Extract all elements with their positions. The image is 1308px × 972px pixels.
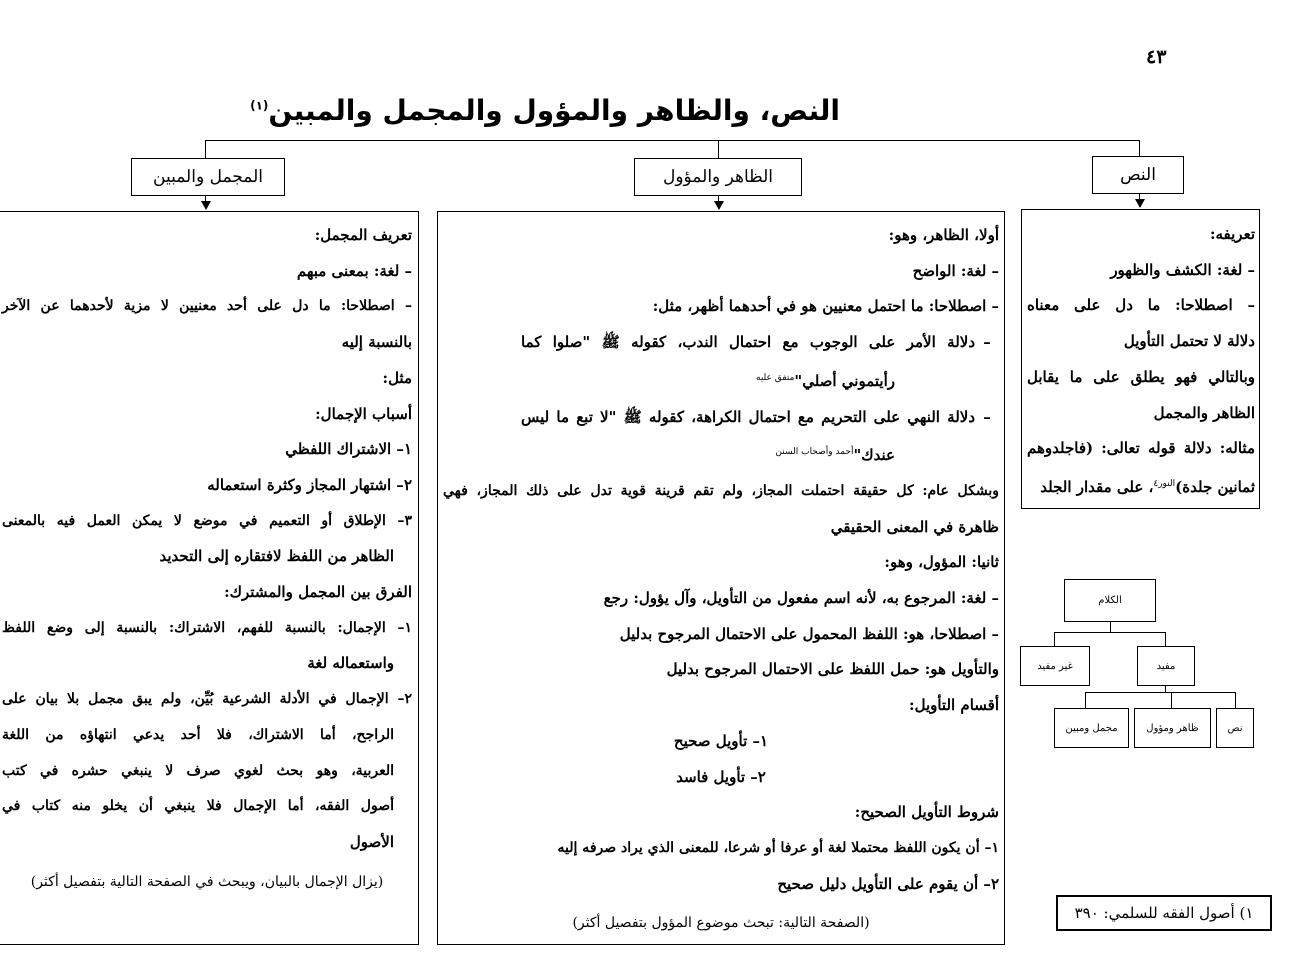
nass-line: وبالتالي فهو يطلق على ما يقابل	[1027, 367, 1255, 386]
zahir-line: – اصطلاحا، هو: اللفظ المحمول على الاحتمال المرجوح بدليل	[619, 624, 999, 643]
page-title	[250, 94, 840, 127]
nass-line: تعريفه:	[1209, 225, 1255, 243]
bullet-dash: –	[983, 407, 991, 426]
header-mujmal-label: المجمل والمبين	[153, 167, 263, 187]
tree-zahir-label: ظاهر ومؤول	[1146, 722, 1199, 734]
mujmal-border-top	[0, 211, 419, 212]
header-nass	[1092, 156, 1184, 194]
arrow-down-icon	[714, 201, 724, 210]
tree-line	[1165, 632, 1166, 646]
mujmal-line: بالنسبة إليه	[341, 333, 412, 352]
footnote-box	[1056, 895, 1272, 931]
mujmal-line: ١– الاشتراك اللفظي	[285, 440, 412, 459]
nass-line-tail: ، على مقدار الجلد	[1040, 477, 1154, 496]
nass-text	[1027, 217, 1255, 506]
mujmal-line: ٢– اشتهار المجاز وكثرة استعماله	[207, 475, 412, 494]
zahir-line: ١– تأويل صحيح	[673, 731, 769, 750]
zahir-line: أولا، الظاهر، وهو:	[888, 226, 999, 244]
tree-mujmal-label: مجمل ومبين	[1065, 722, 1118, 734]
tree-line	[1110, 622, 1111, 632]
tree-root	[1064, 579, 1156, 622]
zahir-line: – لغة: الواضح	[912, 261, 999, 280]
mujmal-line: الفرق بين المجمل والمشترك:	[224, 583, 412, 602]
zahir-line: شروط التأويل الصحيح:	[854, 803, 999, 822]
nass-line: الظاهر والمجمل	[1153, 403, 1255, 422]
tree-mufid	[1137, 646, 1195, 686]
mujmal-line: ١– الإجمال: بالنسبة للفهم، الاشتراك: بالنسبة إلى وضع اللفظ	[2, 619, 412, 636]
top-connector	[205, 140, 1140, 141]
tree-line	[1054, 632, 1055, 646]
zahir-line: ٢– تأويل فاسد	[676, 767, 766, 786]
arrow-down-icon	[1135, 199, 1145, 208]
zahir-bullet-1	[443, 325, 999, 361]
mujmal-line: – لغة: بمعنى مبهم	[296, 261, 412, 280]
footnote-text: ١) أصول الفقه للسلمي: ٣٩٠	[1074, 904, 1254, 922]
zahir-bullet-2	[443, 400, 999, 436]
mujmal-text	[2, 218, 412, 897]
tree-mufid-label: مفيد	[1156, 660, 1176, 672]
tree-line	[1054, 632, 1166, 633]
zahir-line: ثانيا: المؤول، وهو:	[884, 553, 999, 572]
zahir-line: وبشكل عام: كل حقيقة احتملت المجاز، ولم تقم قرينة قوية تدل على ذلك المجاز، فهي	[443, 482, 999, 499]
nass-line-last	[1027, 467, 1255, 506]
mujmal-border-bottom	[0, 944, 419, 945]
mujmal-line: العربية، وهو بحث لغوي صرف لا ينبغي حشره في كتب	[2, 762, 394, 779]
zahir-ref-2: أحمد وأصحاب السنن	[775, 447, 854, 458]
connector-drop-nass	[1139, 140, 1140, 156]
mujmal-line: الراجح، أما الاشتراك، فلا أحد يدعي انتهاؤه من اللغة	[2, 726, 394, 743]
connector-drop-zahir	[718, 140, 719, 158]
zahir-line: ١– أن يكون اللفظ محتملا لغة أو عرفا أو شرعا، للمعنى الذي يراد صرفه إليه	[557, 839, 999, 856]
zahir-ref-1: متفق عليه	[756, 372, 795, 383]
tree-line	[1171, 692, 1172, 708]
page-title-text: النص، والظاهر والمؤول والمجمل والمبين	[268, 94, 840, 127]
mujmal-line: الظاهر من اللفظ لافتقاره إلى التحديد	[159, 547, 394, 566]
zahir-line: رأيتموني أصلي"	[794, 371, 895, 390]
mujmal-line: ٣– الإطلاق أو التعميم في موضع لا يمكن العمل فيه بالمعنى	[2, 512, 412, 529]
arrow-down-icon	[201, 201, 211, 210]
zahir-line: عندك"	[853, 446, 895, 465]
tree-root-label: الكلام	[1098, 595, 1122, 606]
nass-line: دلالة لا تحتمل التأويل	[1123, 332, 1255, 351]
tree-ghayr-mufid-label: غير مفيد	[1037, 660, 1073, 672]
tree-mujmal	[1054, 708, 1129, 748]
tree-nass-label: نص	[1227, 722, 1243, 734]
mujmal-line: أسباب الإجمال:	[315, 404, 412, 423]
zahir-line: – لغة: المرجوع به، لأنه اسم مفعول من التأويل، وآل يؤول: رجع	[603, 589, 999, 608]
nass-ref: النور٤	[1153, 478, 1176, 489]
tree-zahir	[1134, 708, 1211, 748]
mujmal-border-right	[418, 211, 419, 945]
mujmal-line: (يزال الإجمال بالبيان، ويبحث في الصفحة التالية بتفصيل أكثر)	[30, 873, 384, 890]
tree-line	[1085, 692, 1086, 708]
zahir-line: – اصطلاحا: ما احتمل معنيين هو في أحدهما أظهر، مثل:	[652, 297, 999, 316]
mujmal-line: – اصطلاحا: ما دل على أحد معنيين لا مزية لأحدهما عن الآخر	[2, 298, 412, 315]
zahir-bullet-1b	[443, 361, 999, 400]
mujmal-line: تعريف المجمل:	[314, 226, 412, 244]
tree-line	[1235, 692, 1236, 708]
page-number: ٤٣	[1146, 46, 1167, 68]
mujmal-line: واستعماله لغة	[307, 654, 394, 673]
tree-nass	[1216, 708, 1254, 748]
tree-line	[1085, 692, 1236, 693]
zahir-text	[443, 218, 999, 938]
nass-line: – اصطلاحا: ما دل على معناه	[1027, 296, 1255, 315]
mujmal-line: مثل:	[382, 368, 412, 387]
header-mujmal	[131, 158, 285, 196]
nass-line: مثاله: دلالة قوله تعالى: (فاجلدوهم	[1027, 439, 1255, 458]
title-footnote-marker: (١)	[250, 98, 269, 113]
nass-line: ثمانين جلدة)	[1175, 477, 1255, 496]
zahir-line: (الصفحة التالية: تبحث موضوع المؤول بتفصيل أكثر)	[572, 915, 870, 932]
tree-ghayr-mufid	[1020, 646, 1090, 686]
bullet-dash: –	[983, 333, 991, 352]
zahir-line: ٢– أن يقوم على التأويل دليل صحيح	[777, 874, 999, 893]
zahir-line: دلالة النهي على التحريم مع احتمال الكراهة، كقوله ﷺ "لا تبع ما ليس	[521, 407, 975, 426]
zahir-line: دلالة الأمر على الوجوب مع احتمال الندب، كقوله ﷺ "صلوا كما	[521, 333, 975, 352]
mujmal-line: الأصول	[349, 832, 394, 851]
zahir-bullet-2b	[443, 435, 999, 474]
mujmal-line: أصول الفقه، أما الإجمال فلا ينبغي أن يخلو منه كتاب في	[2, 798, 394, 815]
header-zahir-label: الظاهر والمؤول	[662, 167, 774, 187]
zahir-line: ظاهرة في المعنى الحقيقي	[830, 517, 999, 536]
zahir-line: أقسام التأويل:	[909, 696, 999, 715]
mujmal-line: ٢– الإجمال في الأدلة الشرعية بُيِّن، ولم يبق مجمل بلا بيان على	[2, 691, 412, 708]
nass-line: – لغة: الكشف والظهور	[1110, 260, 1255, 279]
header-nass-label: النص	[1120, 165, 1156, 185]
zahir-line: والتأويل هو: حمل اللفظ على الاحتمال المرجوح بدليل	[666, 660, 999, 679]
header-zahir	[634, 158, 802, 196]
connector-drop-mujmal	[205, 140, 206, 158]
